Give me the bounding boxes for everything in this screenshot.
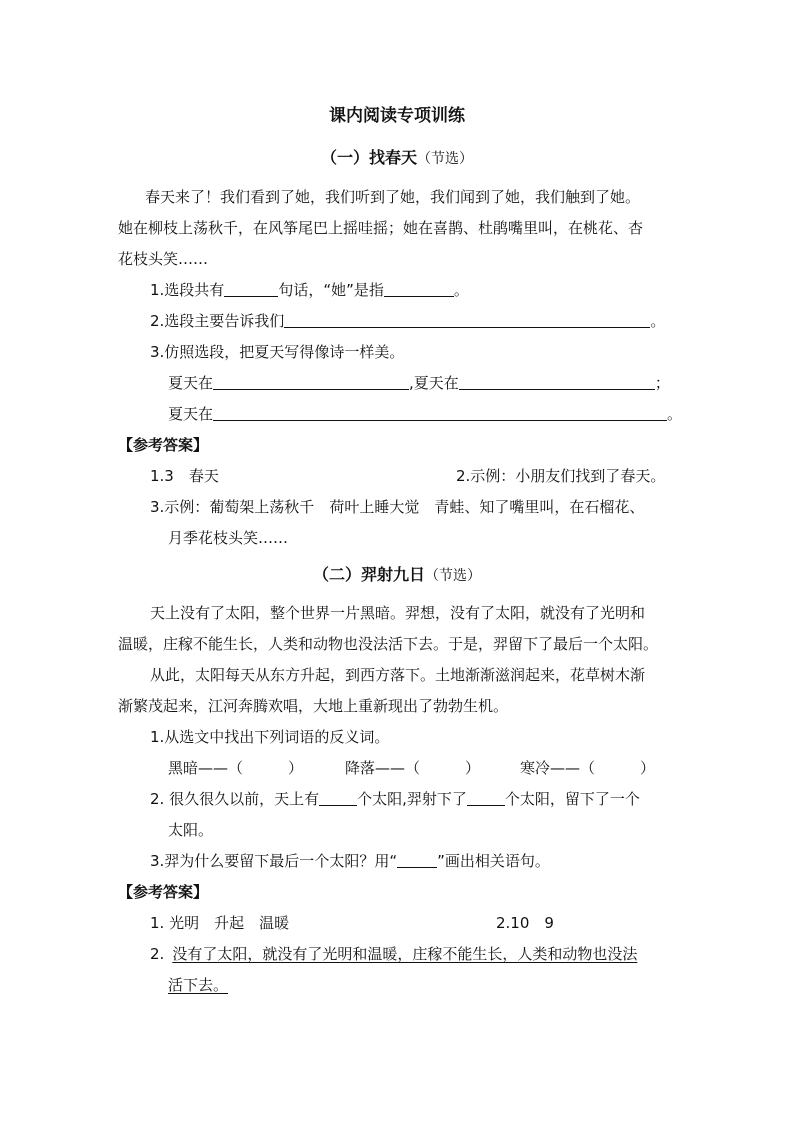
section-1-passage-line-2: 她在柳枝上荡秋千，在风筝尾巴上摇哇摇；她在喜鹊、杜鹃嘴里叫，在桃花、杏	[118, 219, 644, 237]
q1-text-b: 句话，“她”是指	[278, 281, 384, 299]
antonym-item: 降落——（ ）	[345, 759, 481, 777]
section-1-answer-1: 1.3 春天	[150, 467, 219, 485]
section-1-q3-line-1	[168, 373, 670, 393]
antonym-item: 黑暗——（ ）	[168, 759, 304, 777]
q2-text-a: 2. 很久很久以前，天上有	[150, 790, 320, 808]
answer-3-number: 2.	[150, 945, 165, 963]
answer-3-underlined-text: 没有了太阳，就没有了光明和温暖，庄稼不能生长，人类和动物也没法	[172, 945, 638, 963]
section-2-passage-line-1: 天上没有了太阳，整个世界一片黑暗。羿想，没有了太阳，就没有了光明和	[150, 604, 646, 622]
q3-prefix: 夏天在	[168, 405, 214, 423]
q1-text-c: 。	[453, 281, 469, 299]
section-2-answer-1: 1. 光明 升起 温暖	[150, 914, 290, 932]
section-1-answer-3-line-1: 3.示例：葡萄架上荡秋千 荷叶上睡大觉 青蛙、知了嘴里叫，在石榴花、	[150, 498, 645, 516]
section-2-question-1: 1.从选文中找出下列词语的反义词。	[150, 728, 390, 746]
section-2-answer-3-line-1	[150, 944, 637, 964]
answer-blank[interactable]	[213, 404, 667, 421]
answer-3-underlined-text: 活下去。	[168, 976, 229, 994]
section-1-question-2	[150, 311, 665, 331]
answer-header-1: 【参考答案】	[118, 436, 209, 454]
section-1-heading-note: （节选）	[417, 151, 473, 167]
q3-prefix: 夏天在	[168, 374, 214, 392]
q3-text-b: ”画出相关语句。	[437, 852, 550, 870]
section-1-answer-2: 2.示例：小朋友们找到了春天。	[456, 467, 666, 485]
section-1-q3-line-2	[168, 404, 682, 424]
section-1-question-1	[150, 280, 469, 300]
answer-blank[interactable]	[213, 373, 409, 390]
answer-blank[interactable]	[459, 373, 655, 390]
answer-blank[interactable]	[384, 280, 454, 297]
section-2-question-2	[150, 789, 640, 809]
section-2-answer-2: 2.10 9	[496, 914, 554, 932]
q3-end: 。	[667, 405, 683, 423]
section-1-passage-line-1: 春天来了！我们看到了她，我们听到了她，我们闻到了她，我们触到了她。	[145, 188, 641, 206]
q3-prefix: 夏天在	[413, 374, 459, 392]
page-title: 课内阅读专项训练	[329, 106, 465, 126]
section-2-heading-note: （节选）	[425, 568, 481, 584]
section-2-heading	[0, 565, 794, 586]
q3-text-a: 3.羿为什么要留下最后一个太阳？用“	[150, 852, 398, 870]
antonym-item: 寒冷——（ ）	[520, 759, 656, 777]
section-1-heading	[0, 148, 794, 169]
section-2-passage-line-3: 从此，太阳每天从东方升起，到西方落下。土地渐渐滋润起来，花草树木渐	[150, 666, 646, 684]
section-2-question-2-cont: 太阳。	[168, 821, 214, 839]
section-1-answer-3-line-2: 月季花枝头笑……	[168, 529, 289, 547]
answer-blank[interactable]	[467, 789, 505, 806]
q3-sep: ,	[409, 374, 414, 392]
section-2-heading-text: （二）羿射九日	[312, 565, 425, 584]
underline-sample	[397, 851, 437, 868]
section-2-question-3	[150, 851, 550, 871]
section-2-answer-3-line-2	[168, 975, 228, 995]
section-1-heading-text: （一）找春天	[320, 148, 417, 167]
q2-text-b: 个太阳,羿射下了	[357, 790, 467, 808]
answer-header-2: 【参考答案】	[118, 883, 209, 901]
answer-blank[interactable]	[284, 311, 650, 328]
q3-sep: ；	[654, 374, 670, 392]
q2-text-c: 个太阳，留下了一个	[504, 790, 640, 808]
answer-blank[interactable]	[319, 789, 357, 806]
section-2-passage-line-4: 渐繁茂起来，江河奔腾欢唱，大地上重新现出了勃勃生机。	[118, 697, 509, 715]
section-2-passage-line-2: 温暖，庄稼不能生长，人类和动物也没法活下去。于是，羿留下了最后一个太阳。	[118, 635, 659, 653]
q2-text-c: 。	[650, 312, 666, 330]
q1-text-a: 1.选段共有	[150, 281, 225, 299]
section-1-question-3: 3.仿照选段，把夏天写得像诗一样美。	[150, 343, 405, 361]
q2-text-a: 2.选段主要告诉我们	[150, 312, 285, 330]
section-1-passage-line-3: 花枝头笑……	[118, 250, 209, 268]
answer-blank[interactable]	[224, 280, 278, 297]
